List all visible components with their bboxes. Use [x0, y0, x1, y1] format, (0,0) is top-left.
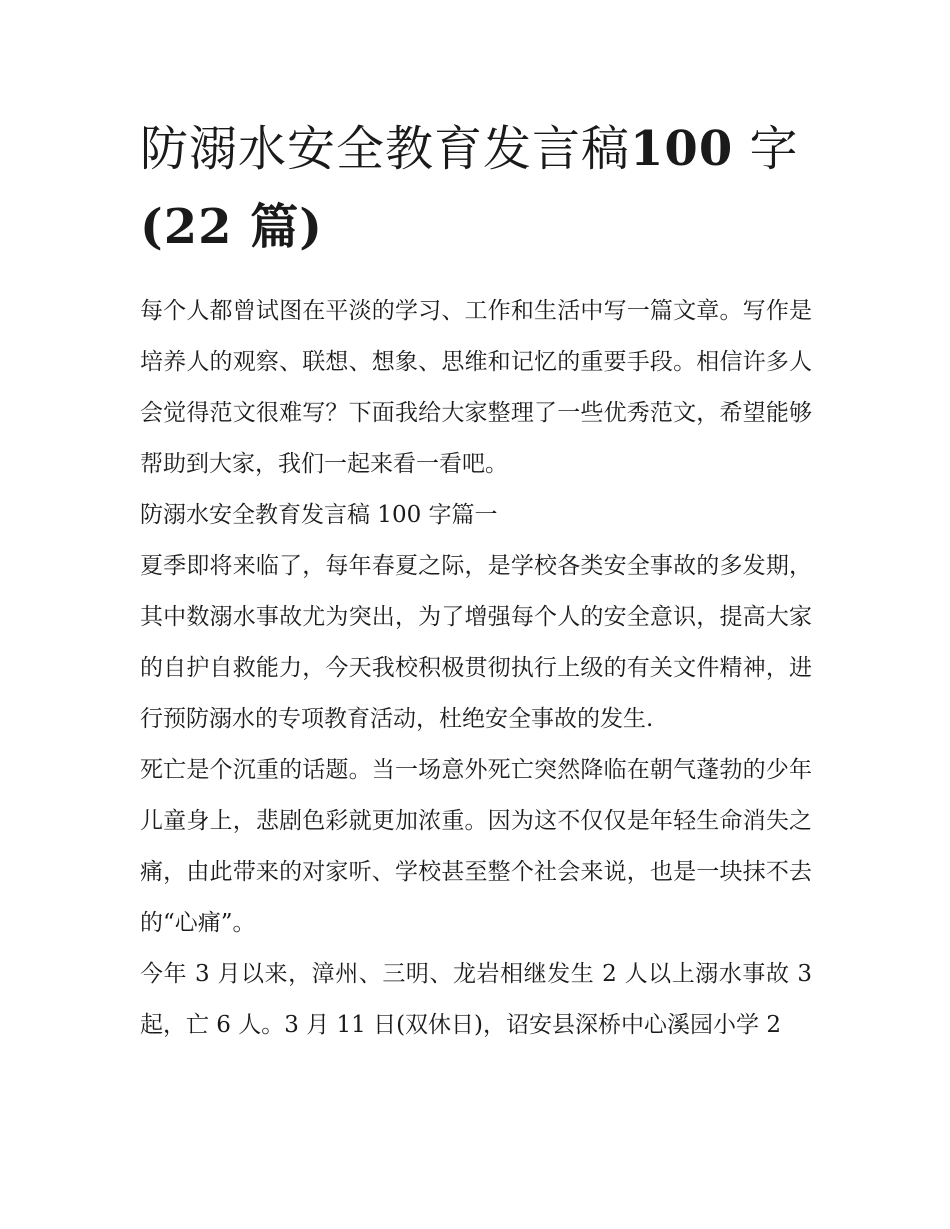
title-number: 100	[630, 121, 734, 177]
body-paragraph: 今年 3 月以来，漳州、三明、龙岩相继发生 2 人以上溺水事故 3 起，亡 6 人。3 月 11 日(双休日)，诏安县深桥中心溪园小学 2	[140, 961, 812, 1038]
body-paragraph: 死亡是个沉重的话题。当一场意外死亡突然降临在朝气蓬勃的少年儿童身上，悲剧色彩就更加浓重。因为这不仅仅是年轻生命消失之痛，由此带来的对家听、学校甚至整个社会来说，也是一块抹不去的“心痛”。	[140, 757, 812, 936]
document-body	[140, 286, 812, 1051]
document-title	[140, 110, 812, 266]
title-text: 防溺水安全教育发言稿	[140, 121, 631, 177]
intro-paragraph: 每个人都曾试图在平淡的学习、工作和生活中写一篇文章。写作是培养人的观察、联想、想象、思维和记忆的重要手段。相信许多人会觉得范文很难写？下面我给大家整理了一些优秀范文，希望能够帮助到大家，我们一起来看一看吧。	[140, 298, 812, 477]
title-suffix: 字	[733, 121, 799, 177]
document-page	[140, 110, 812, 1051]
section-heading: 防溺水安全教育发言稿 100 字篇一	[140, 502, 498, 528]
title-count: (22 篇)	[140, 199, 323, 255]
body-paragraph: 夏季即将来临了，每年春夏之际，是学校各类安全事故的多发期，其中数溺水事故尤为突出，为了增强每个人的安全意识，提高大家的自护自救能力，今天我校积极贯彻执行上级的有关文件精神，进行预防溺水的专项教育活动，杜绝安全事故的发生.	[140, 553, 812, 732]
